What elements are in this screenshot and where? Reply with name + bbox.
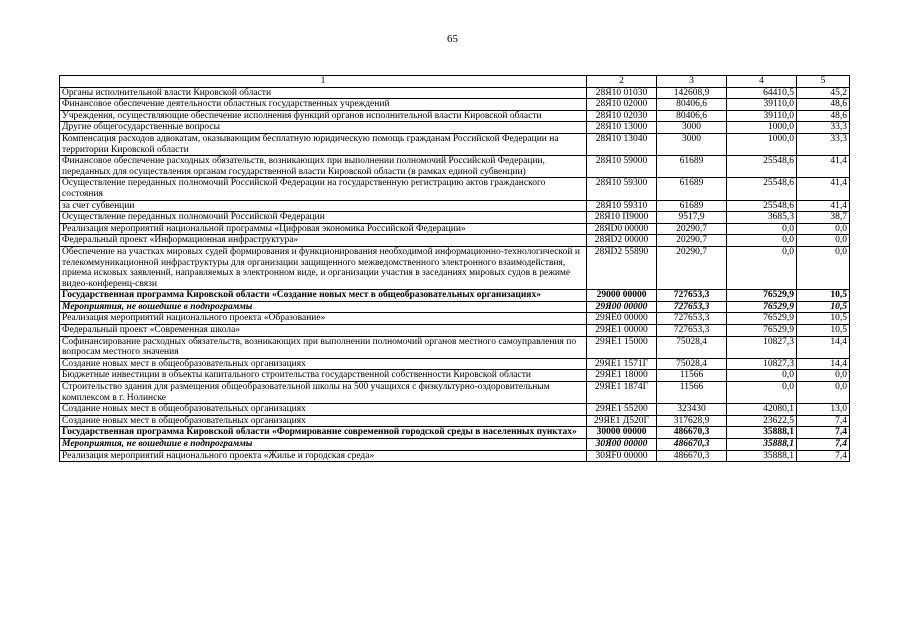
row-actual-value-cell: 39110,0: [727, 99, 797, 111]
row-percent-cell: 7,4: [797, 415, 850, 427]
table-body: [60, 87, 850, 462]
row-code-cell: 29ЯЕ1 00000: [587, 325, 657, 337]
header-col-3: 3: [657, 76, 727, 88]
row-code-cell: 28ЯD0 00000: [587, 223, 657, 235]
table-header-row: [60, 76, 850, 88]
row-code-cell: 29Я00 00000: [587, 301, 657, 313]
table-row: [60, 325, 850, 337]
row-percent-cell: 0,0: [797, 246, 850, 289]
table-row: [60, 358, 850, 370]
row-percent-cell: 41,4: [797, 156, 850, 178]
row-code-cell: 29ЯЕ0 00000: [587, 313, 657, 325]
table-row: [60, 156, 850, 178]
row-name-cell: Бюджетные инвестиции в объекты капитального строительства государственной собственности Кировской области: [60, 370, 587, 382]
row-actual-value-cell: 76529,9: [727, 313, 797, 325]
row-code-cell: 29ЯЕ1 55200: [587, 404, 657, 416]
row-actual-value-cell: 25548,6: [727, 156, 797, 178]
row-actual-value-cell: 10827,3: [727, 358, 797, 370]
row-plan-value-cell: 3000: [657, 133, 727, 155]
row-actual-value-cell: 0,0: [727, 235, 797, 247]
table-row: [60, 427, 850, 439]
row-code-cell: 29ЯЕ1 1874Г: [587, 382, 657, 404]
header-col-5: 5: [797, 76, 850, 88]
row-plan-value-cell: 142608,9: [657, 87, 727, 99]
table-row: [60, 200, 850, 212]
row-code-cell: 28ЯD2 55890: [587, 246, 657, 289]
row-name-cell: за счет субвенции: [60, 200, 587, 212]
row-percent-cell: 33,3: [797, 133, 850, 155]
row-plan-value-cell: 727653,3: [657, 325, 727, 337]
row-actual-value-cell: 1000,0: [727, 122, 797, 134]
table-row: [60, 178, 850, 200]
row-plan-value-cell: 486670,3: [657, 427, 727, 439]
table-row: [60, 223, 850, 235]
row-percent-cell: 7,4: [797, 427, 850, 439]
row-code-cell: 29000 00000: [587, 290, 657, 302]
row-actual-value-cell: 35888,1: [727, 427, 797, 439]
row-name-cell: Создание новых мест в общеобразовательных организациях: [60, 358, 587, 370]
table-row: [60, 382, 850, 404]
table-row: [60, 450, 850, 462]
row-name-cell: Государственная программа Кировской области «Формирование современной городской среды в населенных пунктах»: [60, 427, 587, 439]
row-plan-value-cell: 727653,3: [657, 290, 727, 302]
row-percent-cell: 10,5: [797, 290, 850, 302]
row-code-cell: 28Я10 13000: [587, 122, 657, 134]
row-plan-value-cell: 75028,4: [657, 358, 727, 370]
row-plan-value-cell: 317628,9: [657, 415, 727, 427]
row-plan-value-cell: 3000: [657, 122, 727, 134]
row-percent-cell: 41,4: [797, 178, 850, 200]
row-name-cell: Финансовое обеспечение деятельности областных государственных учреждений: [60, 99, 587, 111]
row-actual-value-cell: 10827,3: [727, 336, 797, 358]
row-percent-cell: 41,4: [797, 200, 850, 212]
row-name-cell: Осуществление переданных полномочий Российской Федерации: [60, 212, 587, 224]
row-actual-value-cell: 35888,1: [727, 439, 797, 451]
row-actual-value-cell: 76529,9: [727, 301, 797, 313]
row-plan-value-cell: 20290,7: [657, 223, 727, 235]
row-name-cell: Реализация мероприятий национального проекта «Образование»: [60, 313, 587, 325]
row-name-cell: Учреждения, осуществляющие обеспечение исполнения функций органов исполнительной власти Кировской области: [60, 110, 587, 122]
row-plan-value-cell: 11566: [657, 370, 727, 382]
row-percent-cell: 0,0: [797, 223, 850, 235]
row-name-cell: Финансовое обеспечение расходных обязательств, возникающих при выполнении полномочий Российской Федерации, переданных для осуществления органам государственной власти Кировской области (в рамках единой субвенции): [60, 156, 587, 178]
row-code-cell: 30ЯF0 00000: [587, 450, 657, 462]
row-percent-cell: 10,5: [797, 313, 850, 325]
row-plan-value-cell: 80406,6: [657, 110, 727, 122]
row-plan-value-cell: 323430: [657, 404, 727, 416]
row-code-cell: 28ЯD2 00000: [587, 235, 657, 247]
row-name-cell: Реализация мероприятий национальной программы «Цифровая экономика Российской Федерации»: [60, 223, 587, 235]
row-percent-cell: 10,5: [797, 325, 850, 337]
row-percent-cell: 0,0: [797, 370, 850, 382]
row-plan-value-cell: 20290,7: [657, 235, 727, 247]
row-actual-value-cell: 76529,9: [727, 325, 797, 337]
row-plan-value-cell: 61689: [657, 156, 727, 178]
table-row: [60, 415, 850, 427]
row-actual-value-cell: 0,0: [727, 370, 797, 382]
header-col-1: 1: [60, 76, 587, 88]
row-percent-cell: 10,5: [797, 301, 850, 313]
row-plan-value-cell: 727653,3: [657, 301, 727, 313]
header-col-4: 4: [727, 76, 797, 88]
row-actual-value-cell: 39110,0: [727, 110, 797, 122]
row-actual-value-cell: 0,0: [727, 382, 797, 404]
row-name-cell: Софинансирование расходных обязательств, возникающих при выполнении полномочий органов местного самоуправления по вопросам местного значения: [60, 336, 587, 358]
row-code-cell: 28Я10 59310: [587, 200, 657, 212]
table-row: [60, 110, 850, 122]
row-code-cell: 28Я10 59000: [587, 156, 657, 178]
row-percent-cell: 38,7: [797, 212, 850, 224]
row-actual-value-cell: 23622,5: [727, 415, 797, 427]
row-code-cell: 28Я10 02030: [587, 110, 657, 122]
row-name-cell: Компенсация расходов адвокатам, оказывающим бесплатную юридическую помощь гражданам Российской Федерации на территории Кировской области: [60, 133, 587, 155]
row-code-cell: 28Я10 02000: [587, 99, 657, 111]
table-row: [60, 290, 850, 302]
row-code-cell: 28Я10 П9000: [587, 212, 657, 224]
budget-table: [59, 75, 850, 462]
table-row: [60, 235, 850, 247]
row-plan-value-cell: 486670,3: [657, 450, 727, 462]
row-percent-cell: 13,0: [797, 404, 850, 416]
page-number: 65: [447, 33, 458, 45]
row-code-cell: 28Я10 01030: [587, 87, 657, 99]
row-name-cell: Мероприятия, не вошедшие в подпрограммы: [60, 301, 587, 313]
row-actual-value-cell: 35888,1: [727, 450, 797, 462]
row-code-cell: 29ЯЕ1 Д520Г: [587, 415, 657, 427]
row-name-cell: Органы исполнительной власти Кировской области: [60, 87, 587, 99]
row-percent-cell: 0,0: [797, 235, 850, 247]
table-row: [60, 336, 850, 358]
row-percent-cell: 33,3: [797, 122, 850, 134]
row-plan-value-cell: 75028,4: [657, 336, 727, 358]
row-name-cell: Государственная программа Кировской области «Создание новых мест в общеобразовательных организациях»: [60, 290, 587, 302]
row-actual-value-cell: 0,0: [727, 223, 797, 235]
row-percent-cell: 0,0: [797, 382, 850, 404]
row-name-cell: Реализация мероприятий национального проекта «Жилье и городская среда»: [60, 450, 587, 462]
row-actual-value-cell: 3685,3: [727, 212, 797, 224]
row-actual-value-cell: 76529,9: [727, 290, 797, 302]
table-row: [60, 404, 850, 416]
row-percent-cell: 7,4: [797, 439, 850, 451]
row-percent-cell: 48,6: [797, 99, 850, 111]
row-actual-value-cell: 42080,1: [727, 404, 797, 416]
row-plan-value-cell: 11566: [657, 382, 727, 404]
row-actual-value-cell: 25548,6: [727, 178, 797, 200]
row-code-cell: 30000 00000: [587, 427, 657, 439]
row-code-cell: 28Я10 59300: [587, 178, 657, 200]
row-code-cell: 30Я00 00000: [587, 439, 657, 451]
row-name-cell: Федеральный проект «Современная школа»: [60, 325, 587, 337]
row-name-cell: Осуществление переданных полномочий Российской Федерации на государственную регистрацию актов гражданского состояния: [60, 178, 587, 200]
row-code-cell: 29ЯЕ1 18000: [587, 370, 657, 382]
header-col-2: 2: [587, 76, 657, 88]
row-plan-value-cell: 9517,9: [657, 212, 727, 224]
row-code-cell: 28Я10 13040: [587, 133, 657, 155]
row-plan-value-cell: 486670,3: [657, 439, 727, 451]
row-actual-value-cell: 0,0: [727, 246, 797, 289]
table-row: [60, 439, 850, 451]
row-percent-cell: 14,4: [797, 358, 850, 370]
table-row: [60, 212, 850, 224]
table-row: [60, 313, 850, 325]
row-name-cell: Другие общегосударственные вопросы: [60, 122, 587, 134]
row-actual-value-cell: 25548,6: [727, 200, 797, 212]
row-percent-cell: 45,2: [797, 87, 850, 99]
table-row: [60, 122, 850, 134]
row-name-cell: Создание новых мест в общеобразовательных организациях: [60, 415, 587, 427]
row-plan-value-cell: 80406,6: [657, 99, 727, 111]
row-plan-value-cell: 61689: [657, 178, 727, 200]
row-name-cell: Строительство здания для размещения общеобразовательной школы на 500 учащихся с физкультурно-оздоровительным комплексом в г. Нолинске: [60, 382, 587, 404]
table-row: [60, 370, 850, 382]
table-row: [60, 246, 850, 289]
row-percent-cell: 7,4: [797, 450, 850, 462]
row-actual-value-cell: 64410,5: [727, 87, 797, 99]
table-row: [60, 99, 850, 111]
table-row: [60, 87, 850, 99]
row-name-cell: Мероприятия, не вошедшие в подпрограммы: [60, 439, 587, 451]
row-percent-cell: 48,6: [797, 110, 850, 122]
row-plan-value-cell: 61689: [657, 200, 727, 212]
row-plan-value-cell: 20290,7: [657, 246, 727, 289]
row-plan-value-cell: 727653,3: [657, 313, 727, 325]
row-name-cell: Федеральный проект «Информационная инфраструктура»: [60, 235, 587, 247]
row-name-cell: Обеспечение на участках мировых судей формирования и функционирования необходимой информационно-технологической и телекоммуникационной инфраструктуры для организации защищенного межведомственного электронного взаимодействия, приема исковых заявлений, направляемых в электронном виде, и организации участия в заседаниях мировых судов в режиме видео-конференц-связи: [60, 246, 587, 289]
table-row: [60, 301, 850, 313]
row-percent-cell: 14,4: [797, 336, 850, 358]
row-name-cell: Создание новых мест в общеобразовательных организациях: [60, 404, 587, 416]
row-code-cell: 29ЯЕ1 1571Г: [587, 358, 657, 370]
row-code-cell: 29ЯЕ1 15000: [587, 336, 657, 358]
table-row: [60, 133, 850, 155]
row-actual-value-cell: 1000,0: [727, 133, 797, 155]
